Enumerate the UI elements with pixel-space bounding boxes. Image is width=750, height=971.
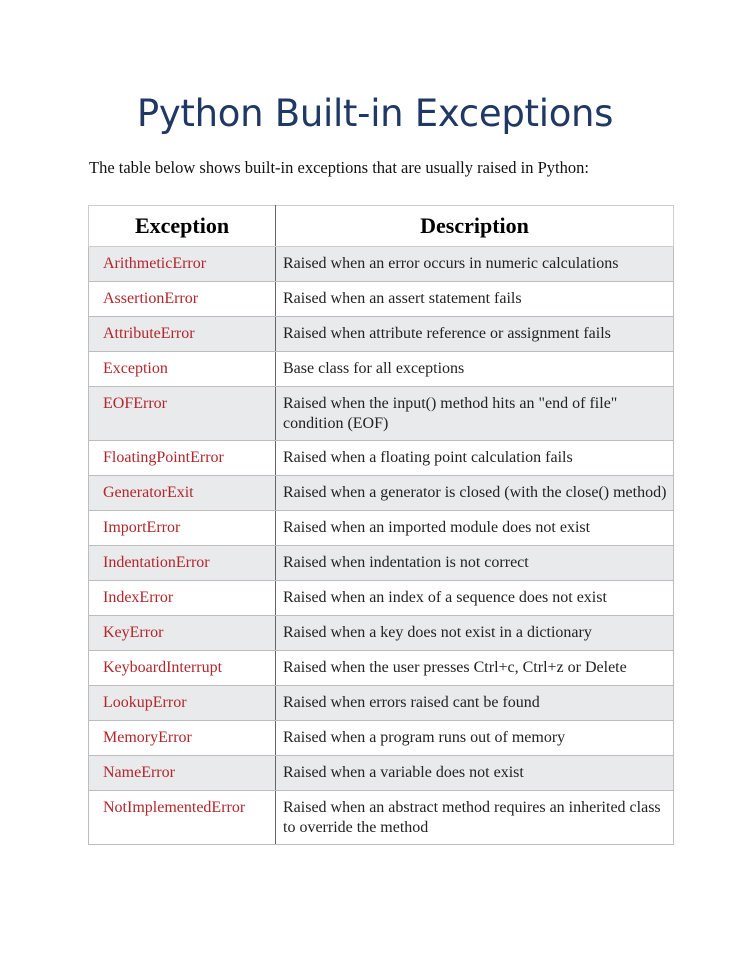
table-row <box>89 247 674 282</box>
exception-name: ImportError <box>89 511 276 546</box>
table-row <box>89 476 674 511</box>
exception-description: Raised when errors raised cant be found <box>276 686 674 721</box>
exception-name: Exception <box>89 352 276 387</box>
exception-name: NameError <box>89 756 276 791</box>
exceptions-table <box>88 205 674 845</box>
exception-description: Raised when an error occurs in numeric calculations <box>276 247 674 282</box>
exception-name: GeneratorExit <box>89 476 276 511</box>
exception-description: Raised when a generator is closed (with the close() method) <box>276 476 674 511</box>
exception-name: IndentationError <box>89 546 276 581</box>
exception-description: Raised when a floating point calculation fails <box>276 441 674 476</box>
exception-name: AssertionError <box>89 282 276 317</box>
table-row <box>89 282 674 317</box>
exception-description: Raised when a key does not exist in a dictionary <box>276 616 674 651</box>
exception-description: Raised when the input() method hits an "end of file" condition (EOF) <box>276 387 674 441</box>
table-row <box>89 511 674 546</box>
exception-name: NotImplementedError <box>89 791 276 845</box>
table-body <box>89 247 674 845</box>
table-row <box>89 546 674 581</box>
table-row <box>89 756 674 791</box>
header-exception: Exception <box>89 206 276 247</box>
exception-name: AttributeError <box>89 317 276 352</box>
exception-name: ArithmeticError <box>89 247 276 282</box>
table-header-row <box>89 206 674 247</box>
exception-description: Raised when the user presses Ctrl+c, Ctrl+z or Delete <box>276 651 674 686</box>
table-row <box>89 581 674 616</box>
table-row <box>89 317 674 352</box>
exception-description: Raised when indentation is not correct <box>276 546 674 581</box>
exception-description: Raised when an index of a sequence does not exist <box>276 581 674 616</box>
exception-description: Base class for all exceptions <box>276 352 674 387</box>
exception-name: KeyboardInterrupt <box>89 651 276 686</box>
exception-description: Raised when a variable does not exist <box>276 756 674 791</box>
exception-description: Raised when an imported module does not exist <box>276 511 674 546</box>
exception-description: Raised when attribute reference or assignment fails <box>276 317 674 352</box>
table-row <box>89 791 674 845</box>
table-row <box>89 616 674 651</box>
table-row <box>89 651 674 686</box>
exception-name: KeyError <box>89 616 276 651</box>
exception-description: Raised when an abstract method requires an inherited class to override the method <box>276 791 674 845</box>
table-row <box>89 686 674 721</box>
exception-name: IndexError <box>89 581 276 616</box>
exception-description: Raised when an assert statement fails <box>276 282 674 317</box>
page-title: Python Built-in Exceptions <box>136 92 614 135</box>
exception-name: LookupError <box>89 686 276 721</box>
intro-text: The table below shows built-in exceptions that are usually raised in Python: <box>89 158 589 177</box>
table-row <box>89 721 674 756</box>
exception-name: FloatingPointError <box>89 441 276 476</box>
exception-description: Raised when a program runs out of memory <box>276 721 674 756</box>
header-description: Description <box>276 206 674 247</box>
table-row <box>89 352 674 387</box>
table-row <box>89 441 674 476</box>
exception-name: EOFError <box>89 387 276 441</box>
exception-name: MemoryError <box>89 721 276 756</box>
table-row <box>89 387 674 441</box>
